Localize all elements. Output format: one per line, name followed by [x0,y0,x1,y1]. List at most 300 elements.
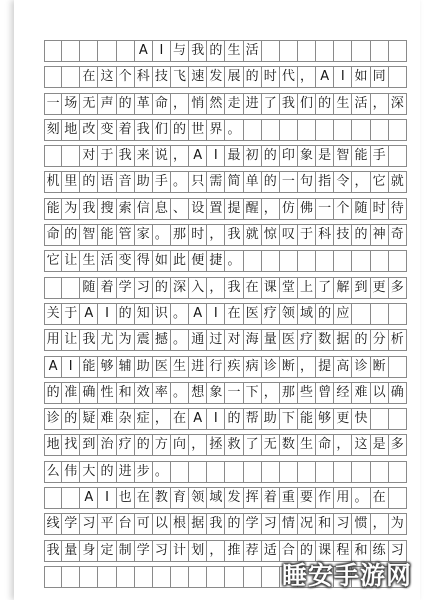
grid-cell: 那 [280,383,298,403]
grid-cell: 的 [316,94,334,114]
grid-cell: 的 [44,383,62,403]
grid-cell: 让 [62,251,80,271]
grid-cell: 学 [117,278,135,298]
grid-cell: 生 [225,41,243,61]
grid-cell [334,251,352,271]
grid-cell: 的 [135,435,153,455]
grid-cell: 。 [153,225,171,245]
grid-cell: 句 [298,172,316,192]
grid-cell: 的 [352,330,370,350]
grid-cell: 时 [189,225,207,245]
grid-cell: 活 [98,251,116,271]
grid-cell [280,120,298,140]
grid-cell: 制 [117,541,135,561]
grid-cell [44,488,62,508]
grid-cell [280,462,298,482]
grid-cell: 根 [171,514,189,534]
grid-cell [352,120,370,140]
grid-cell [44,67,62,87]
grid-cell: 发 [207,67,225,87]
grid-cell: 的 [171,120,189,140]
grid-cell [371,304,389,324]
grid-cell: 救 [225,435,243,455]
grid-cell: 待 [389,199,407,219]
grid-cell: 活 [244,41,262,61]
grid-cell: 治 [98,435,116,455]
grid-cell: I [207,304,225,324]
grid-cell: 以 [153,514,171,534]
grid-cell: ， [153,409,171,429]
grid-cell: 能 [44,199,62,219]
grid-cell: 进 [117,462,135,482]
grid-cell: 们 [153,120,171,140]
grid-cell: 学 [62,514,80,534]
grid-cell: 上 [298,278,316,298]
grid-cell: 生 [298,435,316,455]
grid-cell: 在 [171,409,189,429]
grid-cell: 高 [334,357,352,377]
grid-cell: 数 [316,330,334,350]
grid-cell: 然 [207,94,225,114]
grid-cell: 如 [153,251,171,271]
grid-cell: 习 [153,541,171,561]
grid-cell: 生 [334,94,352,114]
grid-cell: 飞 [171,67,189,87]
grid-cell: 得 [135,251,153,271]
grid-row [44,277,407,299]
grid-cell: 下 [280,409,298,429]
grid-cell: 能 [80,357,98,377]
grid-cell: 够 [98,357,116,377]
grid-cell: 科 [316,225,334,245]
grid-cell [389,67,407,87]
grid-cell: 时 [262,67,280,87]
grid-cell [62,67,80,87]
grid-cell: 和 [117,383,135,403]
grid-cell: 进 [189,357,207,377]
grid-cell [352,304,370,324]
grid-cell [280,251,298,271]
grid-cell: 习 [80,514,98,534]
grid-cell: 界 [207,120,225,140]
grid-cell: 育 [171,488,189,508]
grid-cell [262,567,280,587]
grid-row [44,93,407,115]
grid-cell [334,41,352,61]
grid-cell: 到 [80,435,98,455]
grid-cell: 随 [352,199,370,219]
grid-cell: I [207,146,225,166]
grid-cell: 疗 [262,304,280,324]
grid-cell: 叹 [280,225,298,245]
grid-cell: 的 [225,409,243,429]
grid-cell: 随 [80,278,98,298]
grid-cell [371,120,389,140]
grid-cell [80,41,98,61]
grid-cell [117,41,135,61]
grid-cell: 我 [225,225,243,245]
grid-cell: 的 [207,41,225,61]
grid-cell: 惊 [262,225,280,245]
grid-cell: 一 [280,172,298,192]
grid-cell: ， [171,146,189,166]
grid-cell [244,120,262,140]
grid-cell: 们 [298,94,316,114]
grid-cell [262,120,280,140]
grid-cell: 需 [207,172,225,192]
grid-cell: 堂 [280,278,298,298]
grid-cell: 最 [225,146,243,166]
grid-cell: 为 [62,199,80,219]
grid-row [44,198,407,220]
grid-cell: 简 [225,172,243,192]
grid-row [44,408,407,430]
grid-cell: 的 [225,514,243,534]
grid-cell [389,251,407,271]
grid-cell: 这 [98,67,116,87]
grid-cell: 。 [225,251,243,271]
grid-cell: 断 [280,357,298,377]
grid-cell: 课 [262,278,280,298]
grid-cell [80,567,98,587]
grid-cell: 奇 [389,225,407,245]
grid-cell: 生 [171,357,189,377]
grid-cell: 学 [244,514,262,534]
grid-cell: 家 [135,225,153,245]
grid-cell: 诊 [44,409,62,429]
grid-cell: A [189,409,207,429]
grid-cell: 习 [389,541,407,561]
grid-cell: 线 [44,514,62,534]
grid-cell: 域 [298,304,316,324]
grid-cell [62,567,80,587]
grid-cell [171,567,189,587]
grid-cell: 识 [153,304,171,324]
grid-cell: 下 [244,383,262,403]
grid-cell: 震 [135,330,153,350]
grid-cell: 设 [189,199,207,219]
grid-cell: 印 [280,146,298,166]
grid-cell: 能 [352,146,370,166]
grid-cell: 展 [225,67,243,87]
grid-cell: 的 [117,94,135,114]
grid-cell: 划 [189,541,207,561]
grid-cell: 断 [371,357,389,377]
grid-cell: 的 [117,304,135,324]
grid-cell: 一 [316,199,334,219]
grid-cell: 的 [262,172,280,192]
grid-cell: ， [171,94,189,114]
grid-cell: 象 [298,146,316,166]
grid-cell: 课 [316,541,334,561]
grid-cell: 方 [153,435,171,455]
grid-cell: 情 [280,514,298,534]
grid-cell: 准 [62,383,80,403]
grid-cell [189,567,207,587]
grid-cell: 地 [44,435,62,455]
grid-cell [280,41,298,61]
grid-cell [389,462,407,482]
grid-cell: 机 [44,172,62,192]
grid-cell: 通 [189,330,207,350]
grid-cell: 撼 [153,330,171,350]
grid-cell: 诊 [352,357,370,377]
grid-cell: 经 [334,383,352,403]
grid-cell: 世 [189,120,207,140]
grid-cell: 解 [334,278,352,298]
grid-cell: 与 [171,41,189,61]
grid-cell: ， [262,199,280,219]
grid-cell: 伟 [62,462,80,482]
grid-cell: 变 [98,120,116,140]
grid-cell: 信 [135,199,153,219]
grid-cell: 和 [316,514,334,534]
grid-cell: 里 [62,172,80,192]
grid-cell: 尤 [98,330,116,350]
grid-cell: I [62,357,80,377]
grid-cell: 关 [44,304,62,324]
grid-cell: 的 [98,462,116,482]
grid-cell: 确 [389,383,407,403]
grid-cell: 手 [153,172,171,192]
grid-cell [244,462,262,482]
grid-cell: 捷 [207,251,225,271]
grid-cell: 习 [135,278,153,298]
grid-cell: 象 [207,383,225,403]
grid-cell: 难 [98,409,116,429]
grid-cell: 革 [135,94,153,114]
grid-cell: 用 [44,330,62,350]
grid-cell: 拯 [207,435,225,455]
grid-row [44,382,407,404]
grid-cell: 挥 [244,488,262,508]
grid-cell: 推 [225,541,243,561]
grid-cell [98,567,116,587]
grid-cell: 也 [117,488,135,508]
grid-cell: 据 [189,514,207,534]
grid-cell: 管 [117,225,135,245]
grid-cell: 我 [207,514,225,534]
grid-cell: 领 [189,488,207,508]
grid-cell: 就 [389,172,407,192]
manuscript-grid [44,40,407,592]
grid-cell: 时 [371,199,389,219]
grid-cell: 杂 [117,409,135,429]
grid-cell: 无 [262,435,280,455]
grid-cell: 程 [334,541,352,561]
grid-cell [389,304,407,324]
grid-cell: 个 [117,67,135,87]
grid-cell [225,462,243,482]
grid-cell: 发 [225,488,243,508]
grid-cell [62,41,80,61]
grid-row [44,303,407,325]
grid-cell: 诊 [262,357,280,377]
grid-cell: 以 [371,383,389,403]
grid-cell: 疾 [225,357,243,377]
grid-cell: 置 [207,199,225,219]
grid-cell: 悄 [189,94,207,114]
grid-cell: 命 [44,225,62,245]
grid-cell: A [135,41,153,61]
grid-cell [389,409,407,429]
grid-cell [298,462,316,482]
grid-row [44,487,407,509]
grid-cell [316,462,334,482]
grid-cell: 、 [171,199,189,219]
grid-cell: 地 [62,120,80,140]
grid-cell: 语 [98,172,116,192]
grid-cell [389,146,407,166]
grid-cell: 技 [334,225,352,245]
grid-cell [389,120,407,140]
grid-cell: ， [334,435,352,455]
grid-cell [352,462,370,482]
grid-cell: 便 [189,251,207,271]
grid-cell [352,251,370,271]
grid-cell: 是 [371,435,389,455]
grid-cell: 仿 [280,199,298,219]
grid-cell [371,462,389,482]
grid-cell: 同 [371,67,389,87]
grid-cell: A [189,146,207,166]
grid-cell: 作 [316,488,334,508]
grid-cell: 我 [80,330,98,350]
essay-paper [14,0,420,600]
grid-cell: 的 [244,67,262,87]
grid-cell: 些 [298,383,316,403]
grid-cell: 数 [280,435,298,455]
grid-cell [389,41,407,61]
grid-cell: ， [262,383,280,403]
grid-cell: 速 [189,67,207,87]
grid-cell: 荐 [244,541,262,561]
grid-cell: 代 [280,67,298,87]
grid-cell: 这 [352,435,370,455]
grid-cell [153,567,171,587]
grid-cell: 助 [135,357,153,377]
grid-cell: 够 [316,409,334,429]
grid-cell: 步 [135,462,153,482]
grid-cell: A [189,304,207,324]
grid-row [44,171,407,193]
grid-cell: 息 [153,199,171,219]
grid-row [44,356,407,378]
grid-cell: 改 [80,120,98,140]
grid-cell: 到 [352,278,370,298]
grid-cell: 智 [334,146,352,166]
grid-cell: 的 [80,172,98,192]
grid-cell: 可 [135,514,153,534]
grid-cell: 对 [225,330,243,350]
grid-cell [371,251,389,271]
grid-cell [189,462,207,482]
grid-cell: I [98,488,116,508]
grid-cell: 况 [298,514,316,534]
grid-cell: 疗 [298,330,316,350]
grid-cell: 它 [371,172,389,192]
grid-cell: 帮 [244,409,262,429]
grid-cell: 重 [280,488,298,508]
grid-cell: 学 [135,541,153,561]
grid-cell: 了 [244,435,262,455]
grid-cell: ， [207,225,225,245]
grid-cell: A [80,304,98,324]
grid-cell: 行 [207,357,225,377]
grid-cell: 台 [117,514,135,534]
grid-cell: ， [371,514,389,534]
grid-cell: 。 [153,462,171,482]
grid-cell: 我 [225,278,243,298]
grid-cell: 的 [153,278,171,298]
grid-cell [98,41,116,61]
grid-cell: 症 [135,409,153,429]
grid-cell: 知 [135,304,153,324]
grid-cell: A [44,357,62,377]
grid-cell [44,146,62,166]
grid-cell: 领 [280,304,298,324]
grid-cell [316,251,334,271]
grid-cell [62,278,80,298]
grid-cell: 就 [244,225,262,245]
grid-cell: 入 [189,278,207,298]
grid-cell: 为 [117,330,135,350]
grid-cell [262,462,280,482]
grid-cell: ， [189,435,207,455]
grid-cell: 在 [225,304,243,324]
grid-cell: 更 [334,409,352,429]
grid-cell [262,41,280,61]
grid-cell: 定 [98,541,116,561]
grid-cell: 的 [262,146,280,166]
grid-cell [298,251,316,271]
grid-cell: 医 [244,304,262,324]
grid-cell: 用 [334,488,352,508]
grid-cell: 应 [334,304,352,324]
grid-cell: 的 [298,541,316,561]
grid-cell: 的 [62,225,80,245]
grid-cell: 神 [371,225,389,245]
grid-cell: ， [298,357,316,377]
grid-cell: 域 [207,488,225,508]
grid-cell: A [80,488,98,508]
grid-cell: 一 [44,94,62,114]
grid-cell [371,409,389,429]
grid-cell [298,41,316,61]
grid-cell: 单 [244,172,262,192]
grid-cell: 如 [352,67,370,87]
grid-cell: 提 [316,357,334,377]
grid-cell: 想 [189,383,207,403]
grid-cell: 量 [62,541,80,561]
grid-row [44,145,407,167]
grid-cell: 析 [389,330,407,350]
grid-cell: 刻 [44,120,62,140]
grid-cell: 提 [225,199,243,219]
grid-cell: 此 [171,251,189,271]
grid-cell: I [98,304,116,324]
grid-cell: 效 [135,383,153,403]
grid-cell [316,120,334,140]
grid-cell: 病 [244,357,262,377]
grid-cell: 平 [98,514,116,534]
grid-cell [334,462,352,482]
grid-cell [298,120,316,140]
grid-cell [62,146,80,166]
grid-cell: 更 [371,278,389,298]
grid-cell: 多 [389,278,407,298]
grid-cell: 。 [171,330,189,350]
